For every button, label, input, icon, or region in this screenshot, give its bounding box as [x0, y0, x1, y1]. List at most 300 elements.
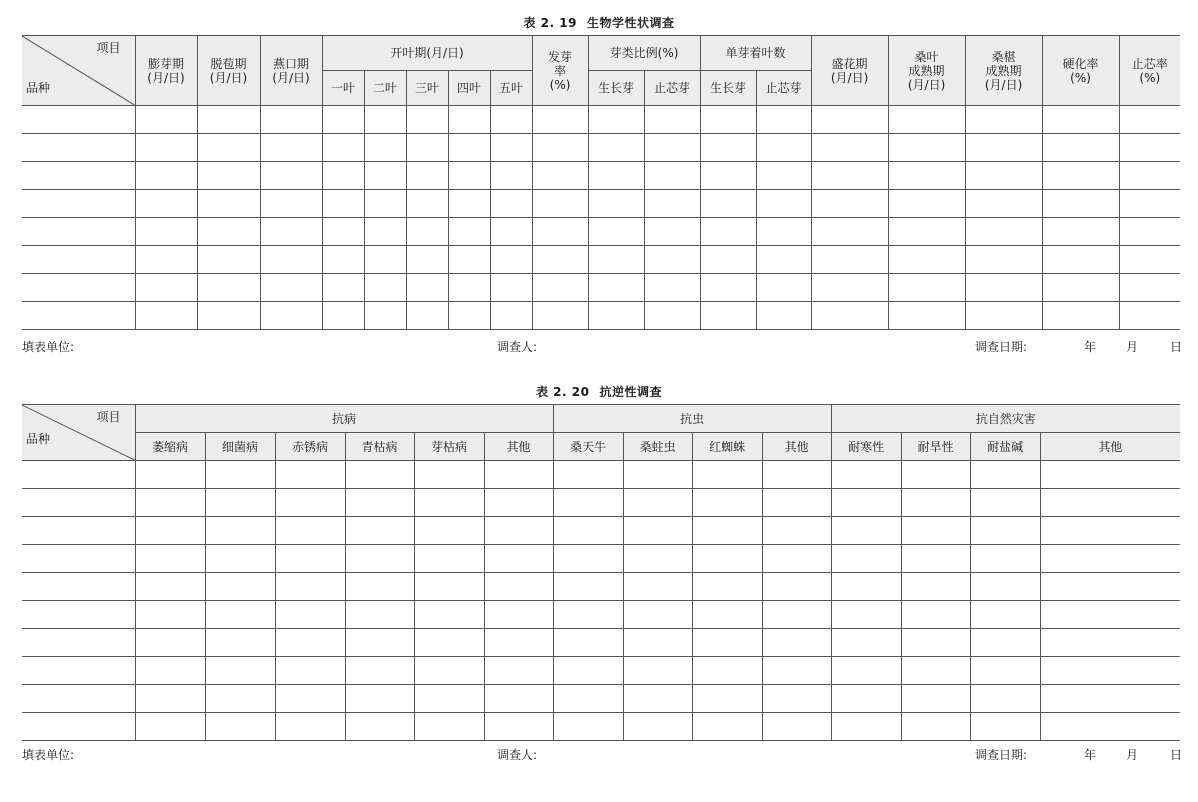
data-cell[interactable] — [260, 190, 322, 218]
data-cell[interactable] — [322, 246, 364, 274]
data-cell[interactable] — [135, 601, 205, 629]
data-cell[interactable] — [364, 274, 406, 302]
data-cell[interactable] — [448, 162, 490, 190]
data-cell[interactable] — [901, 685, 970, 713]
data-cell[interactable] — [414, 713, 484, 741]
data-cell[interactable] — [364, 190, 406, 218]
data-cell[interactable] — [275, 657, 345, 685]
data-cell[interactable] — [692, 517, 762, 545]
data-cell[interactable] — [811, 106, 888, 134]
data-cell[interactable] — [205, 657, 275, 685]
data-cell[interactable] — [135, 517, 205, 545]
data-cell[interactable] — [490, 274, 532, 302]
data-cell[interactable] — [762, 657, 831, 685]
data-cell[interactable] — [588, 246, 644, 274]
data-cell[interactable] — [623, 517, 692, 545]
data-cell[interactable] — [490, 134, 532, 162]
data-cell[interactable] — [448, 134, 490, 162]
data-cell[interactable] — [692, 601, 762, 629]
data-cell[interactable] — [588, 134, 644, 162]
data-cell[interactable] — [345, 517, 414, 545]
data-cell[interactable] — [532, 302, 588, 330]
data-cell[interactable] — [322, 302, 364, 330]
data-cell[interactable] — [532, 246, 588, 274]
data-cell[interactable] — [1042, 274, 1119, 302]
data-cell[interactable] — [623, 489, 692, 517]
data-cell[interactable] — [756, 162, 811, 190]
data-cell[interactable] — [888, 134, 965, 162]
data-cell[interactable] — [756, 302, 811, 330]
data-cell[interactable] — [553, 545, 623, 573]
data-cell[interactable] — [965, 190, 1042, 218]
data-cell[interactable] — [345, 657, 414, 685]
data-cell[interactable] — [970, 517, 1040, 545]
data-cell[interactable] — [490, 218, 532, 246]
data-cell[interactable] — [275, 573, 345, 601]
data-cell[interactable] — [811, 134, 888, 162]
data-cell[interactable] — [811, 218, 888, 246]
data-cell[interactable] — [700, 190, 756, 218]
data-cell[interactable] — [901, 489, 970, 517]
data-cell[interactable] — [322, 106, 364, 134]
data-cell[interactable] — [970, 629, 1040, 657]
data-cell[interactable] — [553, 713, 623, 741]
data-cell[interactable] — [692, 629, 762, 657]
data-cell[interactable] — [700, 218, 756, 246]
data-cell[interactable] — [901, 573, 970, 601]
data-cell[interactable] — [888, 218, 965, 246]
data-cell[interactable] — [275, 629, 345, 657]
data-cell[interactable] — [970, 545, 1040, 573]
data-cell[interactable] — [197, 134, 260, 162]
data-cell[interactable] — [490, 302, 532, 330]
data-cell[interactable] — [901, 461, 970, 489]
data-cell[interactable] — [484, 489, 553, 517]
data-cell[interactable] — [831, 461, 901, 489]
data-cell[interactable] — [811, 274, 888, 302]
data-cell[interactable] — [588, 274, 644, 302]
data-cell[interactable] — [762, 461, 831, 489]
data-cell[interactable] — [692, 713, 762, 741]
variety-cell[interactable] — [22, 545, 135, 573]
data-cell[interactable] — [762, 685, 831, 713]
data-cell[interactable] — [205, 461, 275, 489]
data-cell[interactable] — [260, 162, 322, 190]
data-cell[interactable] — [811, 162, 888, 190]
data-cell[interactable] — [205, 517, 275, 545]
data-cell[interactable] — [831, 545, 901, 573]
data-cell[interactable] — [364, 134, 406, 162]
data-cell[interactable] — [888, 106, 965, 134]
variety-cell[interactable] — [22, 302, 135, 330]
data-cell[interactable] — [197, 162, 260, 190]
data-cell[interactable] — [553, 685, 623, 713]
data-cell[interactable] — [1119, 134, 1180, 162]
data-cell[interactable] — [762, 601, 831, 629]
data-cell[interactable] — [135, 190, 197, 218]
data-cell[interactable] — [532, 190, 588, 218]
data-cell[interactable] — [901, 601, 970, 629]
data-cell[interactable] — [1119, 274, 1180, 302]
data-cell[interactable] — [965, 274, 1042, 302]
data-cell[interactable] — [692, 573, 762, 601]
data-cell[interactable] — [135, 489, 205, 517]
data-cell[interactable] — [322, 162, 364, 190]
data-cell[interactable] — [1040, 489, 1180, 517]
data-cell[interactable] — [275, 601, 345, 629]
data-cell[interactable] — [275, 713, 345, 741]
data-cell[interactable] — [448, 106, 490, 134]
data-cell[interactable] — [205, 629, 275, 657]
data-cell[interactable] — [692, 461, 762, 489]
data-cell[interactable] — [135, 657, 205, 685]
data-cell[interactable] — [364, 218, 406, 246]
data-cell[interactable] — [484, 573, 553, 601]
data-cell[interactable] — [364, 162, 406, 190]
data-cell[interactable] — [197, 218, 260, 246]
data-cell[interactable] — [414, 657, 484, 685]
data-cell[interactable] — [756, 246, 811, 274]
data-cell[interactable] — [406, 302, 448, 330]
data-cell[interactable] — [414, 517, 484, 545]
data-cell[interactable] — [414, 629, 484, 657]
variety-cell[interactable] — [22, 461, 135, 489]
data-cell[interactable] — [345, 629, 414, 657]
data-cell[interactable] — [901, 657, 970, 685]
data-cell[interactable] — [406, 134, 448, 162]
data-cell[interactable] — [532, 134, 588, 162]
data-cell[interactable] — [484, 517, 553, 545]
data-cell[interactable] — [345, 545, 414, 573]
data-cell[interactable] — [197, 274, 260, 302]
data-cell[interactable] — [811, 302, 888, 330]
variety-cell[interactable] — [22, 274, 135, 302]
data-cell[interactable] — [901, 713, 970, 741]
data-cell[interactable] — [490, 106, 532, 134]
data-cell[interactable] — [831, 573, 901, 601]
data-cell[interactable] — [831, 601, 901, 629]
data-cell[interactable] — [414, 685, 484, 713]
data-cell[interactable] — [588, 302, 644, 330]
data-cell[interactable] — [692, 489, 762, 517]
data-cell[interactable] — [260, 302, 322, 330]
data-cell[interactable] — [1042, 218, 1119, 246]
data-cell[interactable] — [135, 461, 205, 489]
data-cell[interactable] — [692, 685, 762, 713]
data-cell[interactable] — [448, 246, 490, 274]
variety-cell[interactable] — [22, 713, 135, 741]
data-cell[interactable] — [260, 218, 322, 246]
data-cell[interactable] — [490, 162, 532, 190]
data-cell[interactable] — [322, 134, 364, 162]
data-cell[interactable] — [1042, 190, 1119, 218]
data-cell[interactable] — [692, 545, 762, 573]
data-cell[interactable] — [623, 461, 692, 489]
data-cell[interactable] — [414, 461, 484, 489]
data-cell[interactable] — [623, 545, 692, 573]
data-cell[interactable] — [970, 573, 1040, 601]
data-cell[interactable] — [260, 134, 322, 162]
data-cell[interactable] — [965, 218, 1042, 246]
data-cell[interactable] — [700, 106, 756, 134]
data-cell[interactable] — [345, 685, 414, 713]
data-cell[interactable] — [135, 246, 197, 274]
data-cell[interactable] — [448, 218, 490, 246]
data-cell[interactable] — [345, 461, 414, 489]
data-cell[interactable] — [644, 134, 700, 162]
data-cell[interactable] — [1042, 106, 1119, 134]
data-cell[interactable] — [364, 302, 406, 330]
data-cell[interactable] — [762, 713, 831, 741]
data-cell[interactable] — [197, 190, 260, 218]
data-cell[interactable] — [484, 545, 553, 573]
variety-cell[interactable] — [22, 218, 135, 246]
variety-cell[interactable] — [22, 573, 135, 601]
data-cell[interactable] — [345, 573, 414, 601]
data-cell[interactable] — [553, 601, 623, 629]
data-cell[interactable] — [205, 685, 275, 713]
data-cell[interactable] — [260, 106, 322, 134]
data-cell[interactable] — [345, 489, 414, 517]
data-cell[interactable] — [831, 685, 901, 713]
variety-cell[interactable] — [22, 517, 135, 545]
data-cell[interactable] — [756, 134, 811, 162]
data-cell[interactable] — [831, 629, 901, 657]
variety-cell[interactable] — [22, 629, 135, 657]
data-cell[interactable] — [700, 162, 756, 190]
data-cell[interactable] — [484, 657, 553, 685]
data-cell[interactable] — [490, 246, 532, 274]
data-cell[interactable] — [901, 545, 970, 573]
data-cell[interactable] — [888, 162, 965, 190]
data-cell[interactable] — [1040, 545, 1180, 573]
data-cell[interactable] — [406, 274, 448, 302]
data-cell[interactable] — [406, 106, 448, 134]
variety-cell[interactable] — [22, 685, 135, 713]
data-cell[interactable] — [965, 134, 1042, 162]
data-cell[interactable] — [553, 657, 623, 685]
data-cell[interactable] — [623, 573, 692, 601]
data-cell[interactable] — [197, 106, 260, 134]
data-cell[interactable] — [831, 713, 901, 741]
data-cell[interactable] — [644, 106, 700, 134]
data-cell[interactable] — [135, 573, 205, 601]
data-cell[interactable] — [484, 601, 553, 629]
data-cell[interactable] — [135, 106, 197, 134]
data-cell[interactable] — [275, 685, 345, 713]
data-cell[interactable] — [644, 162, 700, 190]
data-cell[interactable] — [197, 302, 260, 330]
variety-cell[interactable] — [22, 162, 135, 190]
data-cell[interactable] — [197, 246, 260, 274]
data-cell[interactable] — [135, 274, 197, 302]
data-cell[interactable] — [484, 685, 553, 713]
data-cell[interactable] — [831, 517, 901, 545]
data-cell[interactable] — [762, 517, 831, 545]
data-cell[interactable] — [406, 190, 448, 218]
data-cell[interactable] — [831, 657, 901, 685]
data-cell[interactable] — [448, 190, 490, 218]
data-cell[interactable] — [644, 274, 700, 302]
data-cell[interactable] — [811, 246, 888, 274]
data-cell[interactable] — [322, 190, 364, 218]
data-cell[interactable] — [260, 246, 322, 274]
data-cell[interactable] — [756, 218, 811, 246]
data-cell[interactable] — [448, 302, 490, 330]
data-cell[interactable] — [135, 545, 205, 573]
data-cell[interactable] — [1119, 190, 1180, 218]
data-cell[interactable] — [1040, 629, 1180, 657]
data-cell[interactable] — [553, 489, 623, 517]
data-cell[interactable] — [644, 246, 700, 274]
data-cell[interactable] — [901, 629, 970, 657]
variety-cell[interactable] — [22, 134, 135, 162]
data-cell[interactable] — [275, 545, 345, 573]
data-cell[interactable] — [1040, 573, 1180, 601]
data-cell[interactable] — [484, 713, 553, 741]
data-cell[interactable] — [1119, 106, 1180, 134]
data-cell[interactable] — [205, 545, 275, 573]
data-cell[interactable] — [414, 545, 484, 573]
data-cell[interactable] — [1119, 246, 1180, 274]
data-cell[interactable] — [700, 246, 756, 274]
data-cell[interactable] — [553, 573, 623, 601]
data-cell[interactable] — [700, 134, 756, 162]
data-cell[interactable] — [692, 657, 762, 685]
data-cell[interactable] — [135, 685, 205, 713]
data-cell[interactable] — [205, 713, 275, 741]
data-cell[interactable] — [406, 162, 448, 190]
data-cell[interactable] — [414, 489, 484, 517]
data-cell[interactable] — [700, 302, 756, 330]
data-cell[interactable] — [532, 274, 588, 302]
data-cell[interactable] — [532, 162, 588, 190]
data-cell[interactable] — [762, 573, 831, 601]
data-cell[interactable] — [588, 162, 644, 190]
data-cell[interactable] — [888, 274, 965, 302]
data-cell[interactable] — [484, 461, 553, 489]
data-cell[interactable] — [756, 274, 811, 302]
data-cell[interactable] — [588, 218, 644, 246]
data-cell[interactable] — [364, 246, 406, 274]
data-cell[interactable] — [970, 461, 1040, 489]
data-cell[interactable] — [623, 657, 692, 685]
data-cell[interactable] — [322, 274, 364, 302]
data-cell[interactable] — [553, 517, 623, 545]
data-cell[interactable] — [1042, 302, 1119, 330]
variety-cell[interactable] — [22, 106, 135, 134]
data-cell[interactable] — [970, 489, 1040, 517]
data-cell[interactable] — [623, 601, 692, 629]
data-cell[interactable] — [490, 190, 532, 218]
data-cell[interactable] — [623, 629, 692, 657]
data-cell[interactable] — [345, 601, 414, 629]
variety-cell[interactable] — [22, 246, 135, 274]
data-cell[interactable] — [1040, 601, 1180, 629]
data-cell[interactable] — [135, 134, 197, 162]
data-cell[interactable] — [414, 573, 484, 601]
data-cell[interactable] — [1040, 517, 1180, 545]
data-cell[interactable] — [831, 489, 901, 517]
data-cell[interactable] — [1119, 218, 1180, 246]
data-cell[interactable] — [762, 489, 831, 517]
data-cell[interactable] — [762, 545, 831, 573]
data-cell[interactable] — [260, 274, 322, 302]
data-cell[interactable] — [275, 461, 345, 489]
data-cell[interactable] — [588, 190, 644, 218]
data-cell[interactable] — [588, 106, 644, 134]
data-cell[interactable] — [1040, 461, 1180, 489]
data-cell[interactable] — [644, 302, 700, 330]
data-cell[interactable] — [205, 489, 275, 517]
data-cell[interactable] — [756, 190, 811, 218]
data-cell[interactable] — [1119, 162, 1180, 190]
data-cell[interactable] — [901, 517, 970, 545]
variety-cell[interactable] — [22, 657, 135, 685]
data-cell[interactable] — [135, 302, 197, 330]
data-cell[interactable] — [1042, 134, 1119, 162]
data-cell[interactable] — [970, 601, 1040, 629]
data-cell[interactable] — [970, 657, 1040, 685]
data-cell[interactable] — [700, 274, 756, 302]
data-cell[interactable] — [644, 218, 700, 246]
data-cell[interactable] — [406, 246, 448, 274]
data-cell[interactable] — [965, 302, 1042, 330]
data-cell[interactable] — [965, 162, 1042, 190]
data-cell[interactable] — [1042, 162, 1119, 190]
data-cell[interactable] — [623, 713, 692, 741]
data-cell[interactable] — [1119, 302, 1180, 330]
data-cell[interactable] — [205, 601, 275, 629]
data-cell[interactable] — [965, 246, 1042, 274]
data-cell[interactable] — [275, 517, 345, 545]
data-cell[interactable] — [414, 601, 484, 629]
data-cell[interactable] — [484, 629, 553, 657]
data-cell[interactable] — [135, 162, 197, 190]
data-cell[interactable] — [345, 713, 414, 741]
data-cell[interactable] — [888, 246, 965, 274]
data-cell[interactable] — [970, 713, 1040, 741]
variety-cell[interactable] — [22, 601, 135, 629]
data-cell[interactable] — [135, 713, 205, 741]
data-cell[interactable] — [811, 190, 888, 218]
data-cell[interactable] — [322, 218, 364, 246]
data-cell[interactable] — [762, 629, 831, 657]
data-cell[interactable] — [1040, 713, 1180, 741]
variety-cell[interactable] — [22, 190, 135, 218]
data-cell[interactable] — [532, 218, 588, 246]
data-cell[interactable] — [553, 629, 623, 657]
data-cell[interactable] — [135, 218, 197, 246]
variety-cell[interactable] — [22, 489, 135, 517]
data-cell[interactable] — [364, 106, 406, 134]
data-cell[interactable] — [275, 489, 345, 517]
data-cell[interactable] — [623, 685, 692, 713]
data-cell[interactable] — [553, 461, 623, 489]
data-cell[interactable] — [532, 106, 588, 134]
data-cell[interactable] — [756, 106, 811, 134]
data-cell[interactable] — [644, 190, 700, 218]
data-cell[interactable] — [1042, 246, 1119, 274]
data-cell[interactable] — [1040, 657, 1180, 685]
data-cell[interactable] — [406, 218, 448, 246]
data-cell[interactable] — [888, 302, 965, 330]
data-cell[interactable] — [205, 573, 275, 601]
data-cell[interactable] — [965, 106, 1042, 134]
data-cell[interactable] — [135, 629, 205, 657]
data-cell[interactable] — [888, 190, 965, 218]
data-cell[interactable] — [448, 274, 490, 302]
